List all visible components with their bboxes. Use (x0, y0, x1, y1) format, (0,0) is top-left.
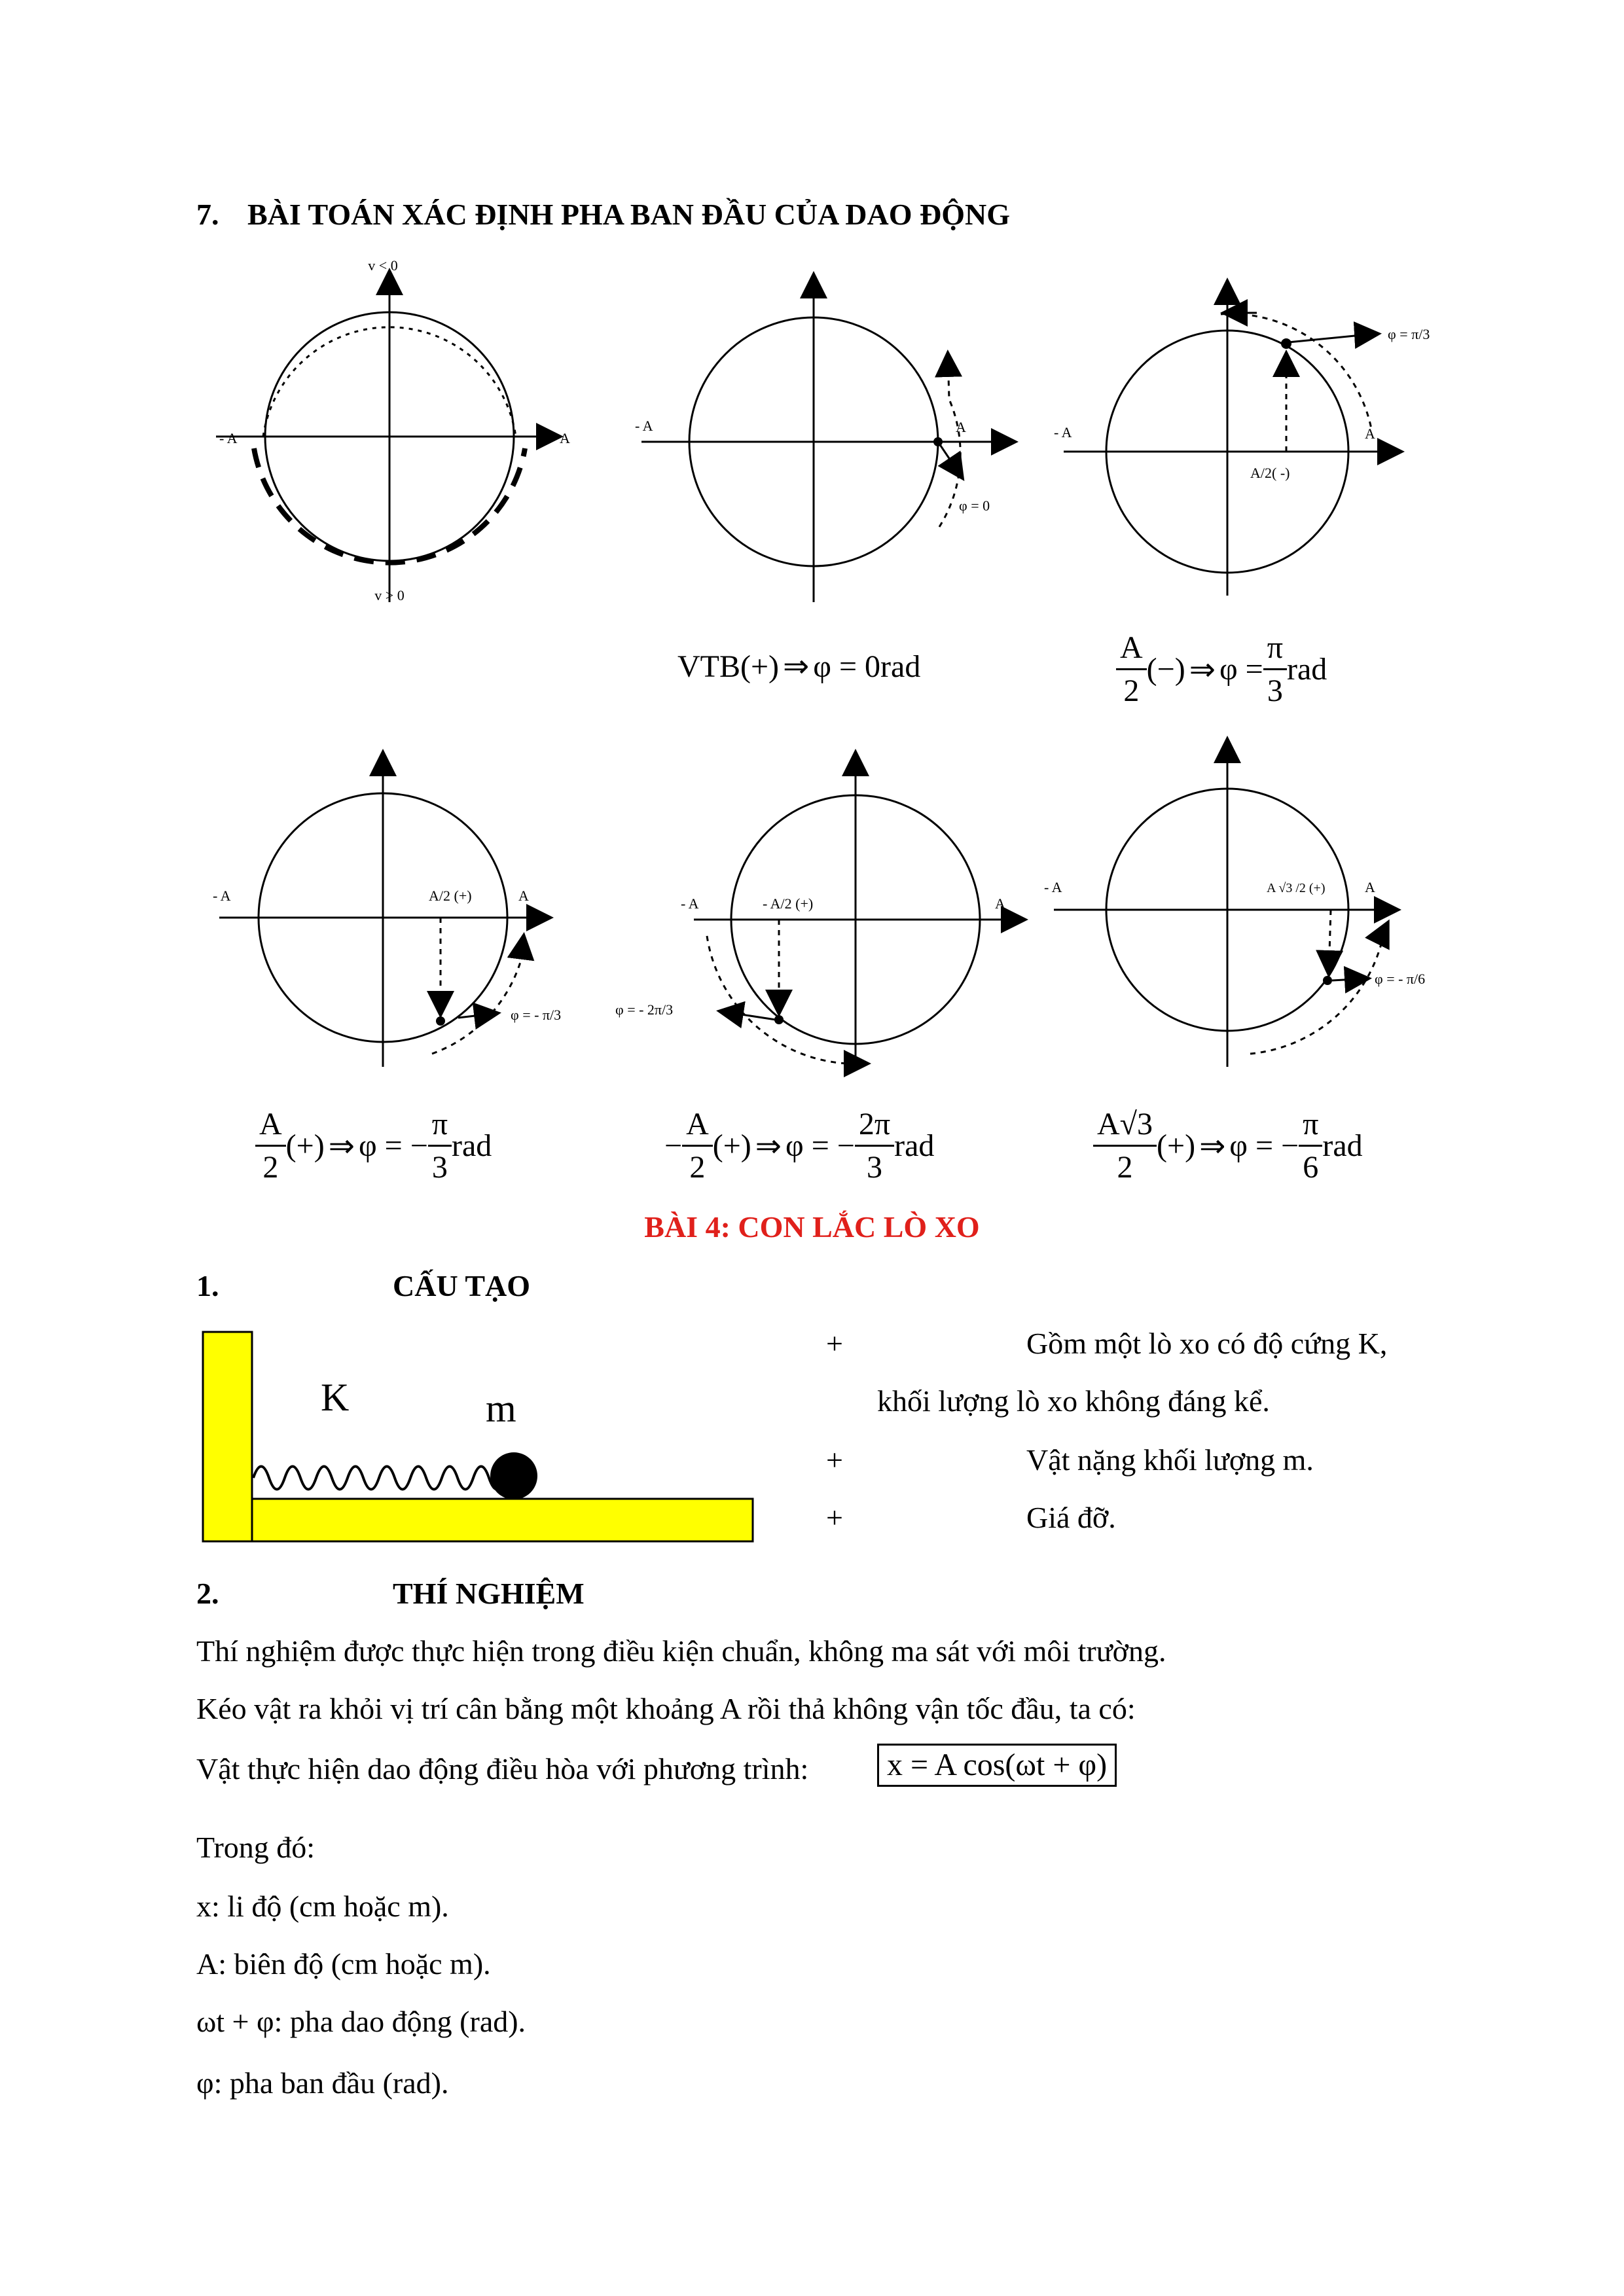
subsection-title: THÍ NGHIỆM (393, 1577, 585, 1610)
bullet-mark: + (826, 1327, 843, 1360)
paragraph: Vật thực hiện dao động điều hòa với phương trình: (196, 1752, 809, 1785)
subsection-number: 2. (196, 1577, 219, 1610)
label-phi: φ = - π/3 (511, 1007, 562, 1023)
definition-text: : pha ban đầu (rad). (213, 2066, 449, 2100)
label-v-pos: v > 0 (374, 587, 405, 603)
definition-symbol: φ (196, 2066, 214, 2100)
bullet-mark: + (826, 1501, 843, 1534)
section-title: BÀI TOÁN XÁC ĐỊNH PHA BAN ĐẦU CỦA DAO ĐỘNG (247, 198, 1011, 231)
label-a: A (518, 888, 529, 904)
definition-row (196, 1949, 491, 1979)
phase-circle-2 (628, 268, 1021, 609)
label-k: K (321, 1376, 350, 1419)
bullet-text: Gồm một lò xo có độ cứng K, (1026, 1327, 1388, 1360)
label-a: A (560, 430, 570, 446)
phase-circle-3 (1047, 275, 1430, 602)
label-phi: φ = 0 (959, 497, 990, 514)
label-minus-a: - A (1044, 879, 1062, 895)
motion-equation: x = A cos(ωt + φ) (877, 1744, 1117, 1787)
definition-row (196, 1892, 449, 1922)
paragraph: Thí nghiệm được thực hiện trong điều kiện chuẩn, không ma sát với môi trường. (196, 1634, 1166, 1668)
lesson-title: BÀI 4: CON LẮC LÒ XO (644, 1210, 980, 1244)
label-phi: φ = π/3 (1388, 326, 1430, 342)
label-minus-a: - A (635, 418, 653, 434)
phase-circle-1 (203, 259, 569, 612)
section-number: 7. (196, 198, 219, 231)
label-a: A (995, 895, 1005, 912)
phase-circle-6 (1041, 733, 1427, 1073)
spring-pendulum-figure (200, 1329, 756, 1545)
spring (253, 1467, 520, 1490)
definition-text: : biên độ (cm hoặc m). (218, 1947, 491, 1981)
subsection-number: 1. (196, 1269, 219, 1302)
label-m: m (486, 1387, 516, 1430)
label-phi: φ = - π/6 (1375, 971, 1426, 987)
label-minus-a: - A (219, 430, 238, 446)
definition-text: : li độ (cm hoặc m). (211, 1890, 449, 1923)
phase-circle-4 (209, 746, 589, 1073)
formula-sqrt3-half-pos: $\frac{A√3}{2}$ (+) ⇒ φ = − $\frac{\pi}{6}$ rad (1093, 1106, 1363, 1185)
formula-half-pos: $\frac{A}{2}$ (+) ⇒ φ = − $\frac{\pi}{3}$ rad (255, 1106, 492, 1185)
vertical-stand (203, 1332, 252, 1541)
definition-row (196, 2007, 526, 2037)
horizontal-stand (252, 1499, 753, 1541)
label-position: A/2( -) (1250, 465, 1290, 481)
bullet-text: Giá đỡ. (1026, 1501, 1116, 1534)
paragraph: Trong đó: (196, 1831, 316, 1864)
definition-symbol: ωt + φ (196, 2005, 274, 2038)
bullet-text: khối lượng lò xo không đáng kể. (877, 1384, 1270, 1418)
label-a: A (956, 419, 966, 435)
definition-row (196, 2068, 448, 2098)
formula-half-neg: $\frac{A}{2}$ (−) ⇒ φ = $\frac{\pi}{3}$ rad (1116, 630, 1327, 709)
label-minus-a: - A (681, 895, 699, 912)
formula-vtb: VTB (+) ⇒ φ = 0 rad (677, 649, 921, 684)
subsection-title: CẤU TẠO (393, 1269, 531, 1302)
definition-symbol: A (196, 1947, 219, 1981)
bullet-text: Vật nặng khối lượng m. (1026, 1443, 1314, 1477)
label-minus-a: - A (213, 888, 231, 904)
formula-neg-half-pos: − $\frac{A}{2}$ (+) ⇒ φ = − $\frac{2\pi}{3}$ rad (664, 1107, 935, 1185)
definition-text: : pha dao động (rad). (274, 2005, 526, 2038)
phase-circle-5 (615, 740, 1034, 1080)
label-minus-a: - A (1054, 424, 1072, 440)
label-v-neg: v < 0 (368, 257, 398, 274)
mass-ball (490, 1452, 537, 1499)
label-position: A/2 (+) (429, 888, 472, 904)
paragraph: Kéo vật ra khỏi vị trí cân bằng một khoảng A rồi thả không vận tốc đầu, ta có: (196, 1692, 1136, 1725)
label-a: A (1365, 425, 1375, 442)
bullet-mark: + (826, 1443, 843, 1477)
definition-symbol: x (196, 1890, 211, 1923)
label-position: A √3 /2 (+) (1267, 881, 1326, 895)
label-position: - A/2 (+) (763, 895, 814, 912)
label-phi: φ = - 2π/3 (615, 1001, 674, 1018)
label-a: A (1365, 879, 1375, 895)
